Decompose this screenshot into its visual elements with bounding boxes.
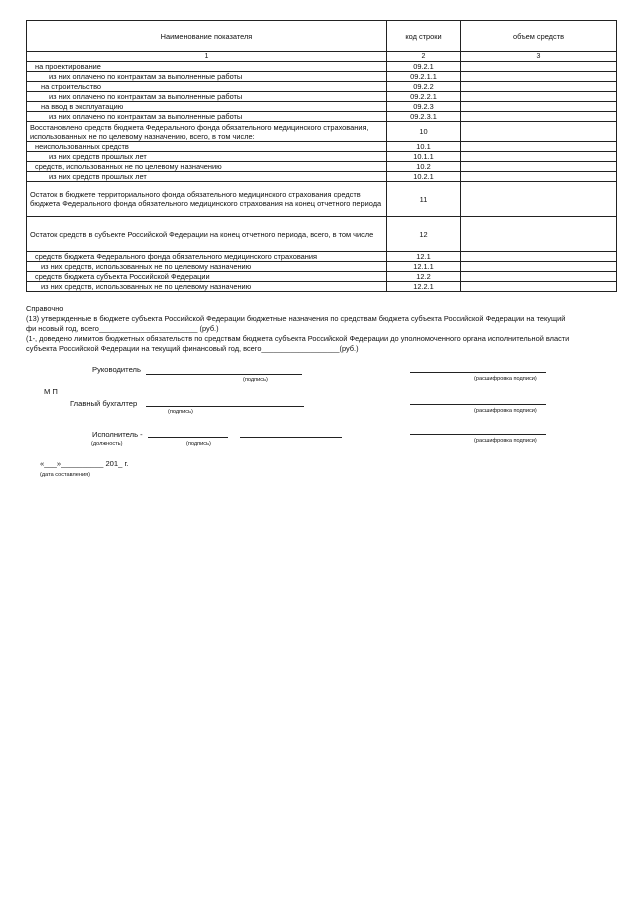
row-code: 09.2.1 bbox=[387, 62, 461, 72]
row-value[interactable] bbox=[461, 72, 617, 82]
row-code: 12 bbox=[387, 217, 461, 252]
table-row bbox=[27, 82, 617, 92]
row-code: 10 bbox=[387, 122, 461, 142]
row-code: 09.2.3.1 bbox=[387, 112, 461, 122]
table-row bbox=[27, 272, 617, 282]
row-code: 10.2 bbox=[387, 162, 461, 172]
row-code: 09.2.2.1 bbox=[387, 92, 461, 102]
row-code: 12.2.1 bbox=[387, 282, 461, 292]
row-value[interactable] bbox=[461, 252, 617, 262]
row-label: из них средств, использованных не по целевому назначению bbox=[27, 282, 387, 292]
row-label: Восстановлено средств бюджета Федерального фонда обязательного медицинского страхования, использованных не по целевому назначению, всего, в том числе: bbox=[27, 122, 387, 142]
notes-line: (13) утвержденные в бюджете субъекта Российской Федерации бюджетные назначения по средствам бюджета субъекта Российской Федерации на текущий bbox=[26, 314, 566, 323]
row-code: 12.2 bbox=[387, 272, 461, 282]
decode-caption: (расшифровка подписи) bbox=[474, 376, 537, 382]
row-value[interactable] bbox=[461, 142, 617, 152]
row-label: средств, использованных не по целевому назначению bbox=[27, 162, 387, 172]
row-value[interactable] bbox=[461, 172, 617, 182]
row-value[interactable] bbox=[461, 217, 617, 252]
head-decode-line[interactable] bbox=[410, 372, 546, 373]
row-value[interactable] bbox=[461, 162, 617, 172]
row-label: из них средств, использованных не по целевому назначению bbox=[27, 262, 387, 272]
row-label: на проектирование bbox=[27, 62, 387, 72]
head-signature-line[interactable] bbox=[146, 374, 302, 375]
row-label: из них средств прошлых лет bbox=[27, 152, 387, 162]
row-code: 12.1 bbox=[387, 252, 461, 262]
table-row bbox=[27, 152, 617, 162]
decode-caption: (расшифровка подписи) bbox=[474, 408, 537, 414]
row-value[interactable] bbox=[461, 262, 617, 272]
table-row bbox=[27, 72, 617, 82]
table-row bbox=[27, 92, 617, 102]
position-caption: (должность) bbox=[91, 441, 123, 447]
table-row bbox=[27, 217, 617, 252]
date-caption: (дата составления) bbox=[40, 472, 90, 478]
row-label: из них средств прошлых лет bbox=[27, 172, 387, 182]
row-code: 09.2.3 bbox=[387, 102, 461, 112]
row-code: 12.1.1 bbox=[387, 262, 461, 272]
decode-caption: (расшифровка подписи) bbox=[474, 438, 537, 444]
row-value[interactable] bbox=[461, 182, 617, 217]
date-field[interactable]: «___»__________ 201_ г. bbox=[40, 459, 129, 468]
column-number: 1 bbox=[27, 52, 387, 62]
table-row bbox=[27, 252, 617, 262]
column-number: 3 bbox=[461, 52, 617, 62]
notes-line: фи нсовый год, всего________________________ (руб.) bbox=[26, 324, 219, 333]
notes-line: (1-, доведено лимитов бюджетных обязательств по средствам бюджета субъекта Российской Федерации до уполномоченного органа исполнительной власти bbox=[26, 334, 570, 343]
row-value[interactable] bbox=[461, 122, 617, 142]
header-indicator-name: Наименование показателя bbox=[27, 21, 387, 52]
row-value[interactable] bbox=[461, 282, 617, 292]
reference-notes bbox=[26, 304, 616, 354]
table-row bbox=[27, 102, 617, 112]
table-row bbox=[27, 142, 617, 152]
row-label: на строительство bbox=[27, 82, 387, 92]
header-amount: объем средств bbox=[461, 21, 617, 52]
table-row bbox=[27, 122, 617, 142]
table-row bbox=[27, 172, 617, 182]
seal-mark: М П bbox=[44, 387, 58, 396]
executor-label: Исполнитель - bbox=[92, 430, 143, 439]
chief-accountant-label: Главный бухгалтер bbox=[70, 399, 138, 408]
row-value[interactable] bbox=[461, 92, 617, 102]
table-row bbox=[27, 162, 617, 172]
row-code: 10.1.1 bbox=[387, 152, 461, 162]
table-row bbox=[27, 112, 617, 122]
signature-caption: (подпись) bbox=[243, 377, 268, 383]
table-row bbox=[27, 182, 617, 217]
row-code: 10.2.1 bbox=[387, 172, 461, 182]
row-value[interactable] bbox=[461, 272, 617, 282]
row-label: Остаток средств в субъекте Российской Федерации на конец отчетного периода, всего, в том числе bbox=[27, 217, 387, 252]
row-code: 11 bbox=[387, 182, 461, 217]
header-line-code: код строки bbox=[387, 21, 461, 52]
row-code: 10.1 bbox=[387, 142, 461, 152]
column-number: 2 bbox=[387, 52, 461, 62]
executor-decode-line[interactable] bbox=[410, 434, 546, 435]
head-label: Руководитель bbox=[92, 365, 141, 374]
row-label: средств бюджета субъекта Российской Федерации bbox=[27, 272, 387, 282]
signature-caption: (подпись) bbox=[186, 441, 211, 447]
row-value[interactable] bbox=[461, 82, 617, 92]
column-number-row bbox=[27, 52, 617, 62]
row-label: неиспользованных средств bbox=[27, 142, 387, 152]
report-table bbox=[26, 20, 617, 292]
row-label: на ввод в эксплуатацию bbox=[27, 102, 387, 112]
accountant-decode-line[interactable] bbox=[410, 404, 546, 405]
row-value[interactable] bbox=[461, 102, 617, 112]
row-code: 09.2.1.1 bbox=[387, 72, 461, 82]
row-value[interactable] bbox=[461, 152, 617, 162]
table-row bbox=[27, 62, 617, 72]
notes-line: субъекта Российской Федерации на текущий финансовый год, всего___________________(руб.) bbox=[26, 344, 359, 353]
signature-caption: (подпись) bbox=[168, 409, 193, 415]
table-row bbox=[27, 282, 617, 292]
notes-title: Справочно bbox=[26, 304, 64, 313]
row-code: 09.2.2 bbox=[387, 82, 461, 92]
row-label: средств бюджета Федерального фонда обязательного медицинского страхования bbox=[27, 252, 387, 262]
table-row bbox=[27, 262, 617, 272]
row-value[interactable] bbox=[461, 112, 617, 122]
executor-position-line[interactable] bbox=[148, 437, 228, 438]
row-label: Остаток в бюджете территориального фонда обязательного медицинского страхования средств бюджета Федерального фонда обязательного медицинского страхования на конец отчетного периода bbox=[27, 182, 387, 217]
table-header-row bbox=[27, 21, 617, 52]
row-value[interactable] bbox=[461, 62, 617, 72]
row-label: из них оплачено по контрактам за выполненные работы bbox=[27, 112, 387, 122]
row-label: из них оплачено по контрактам за выполненные работы bbox=[27, 92, 387, 102]
executor-signature-line[interactable] bbox=[240, 437, 342, 438]
row-label: из них оплачено по контрактам за выполненные работы bbox=[27, 72, 387, 82]
accountant-signature-line[interactable] bbox=[146, 406, 304, 407]
